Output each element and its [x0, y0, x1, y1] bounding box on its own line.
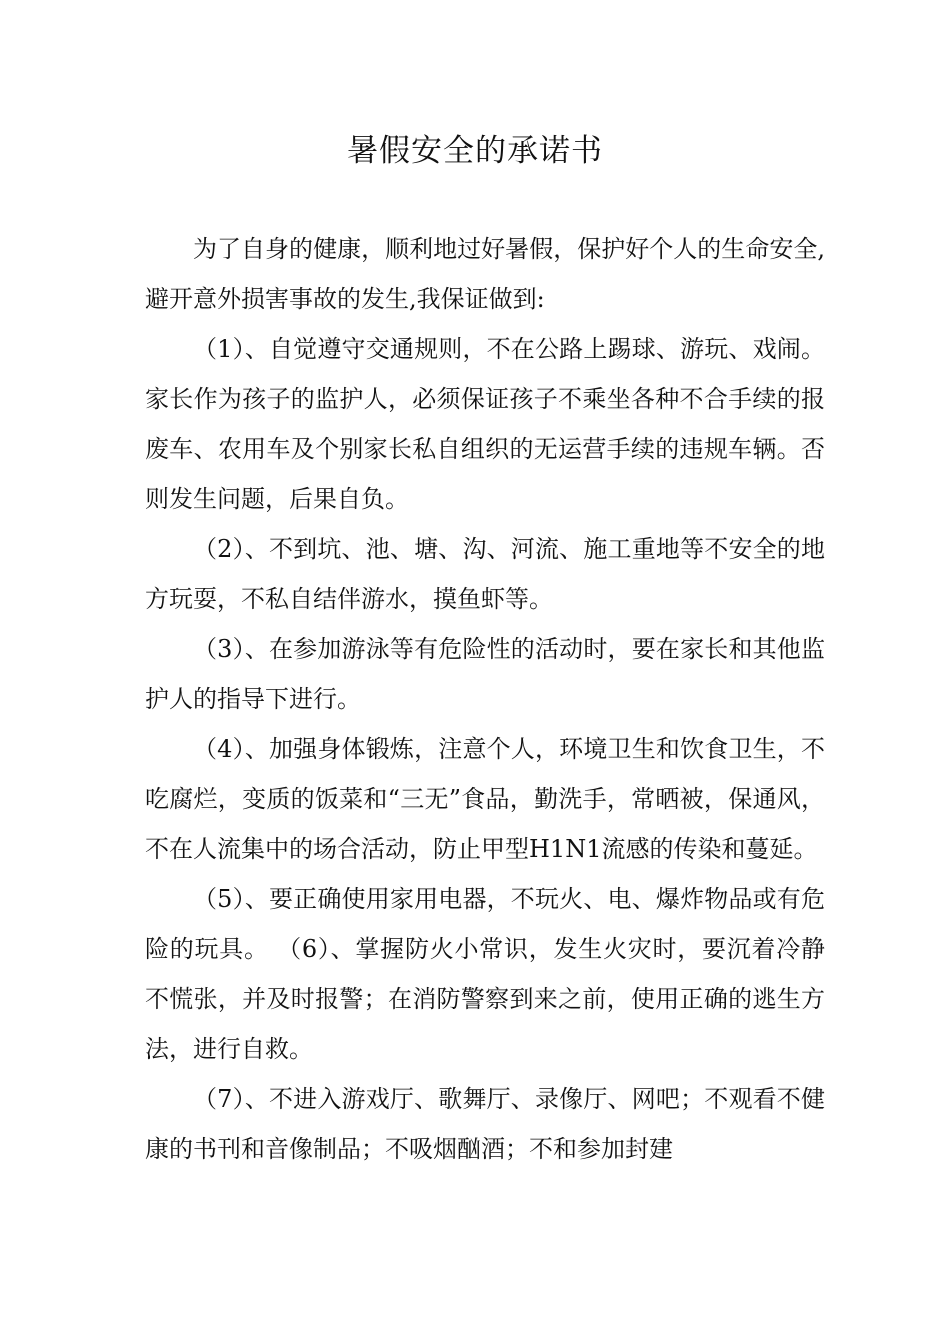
document-title: 暑假安全的承诺书	[347, 133, 603, 169]
item-1-paragraph: （1）、自觉遵守交通规则，不在公路上踢球、游玩、戏闹。家长作为孩子的监护人，必须保证孩子不乘坐各种不合手续的报废车、农用车及个别家长私自组织的无运营手续的违规车辆。否则发生问题，后果自负。	[145, 335, 825, 513]
item-5-6-paragraph: （5）、要正确使用家用电器，不玩火、电、爆炸物品或有危险的玩具。 （6）、掌握防火小常识，发生火灾时，要沉着冷静不慌张，并及时报警；在消防警察到来之前，使用正确的逃生方法，进行自救。	[145, 885, 825, 1063]
item-3-paragraph: （3）、在参加游泳等有危险性的活动时，要在家长和其他监护人的指导下进行。	[145, 635, 825, 713]
document-body	[145, 224, 825, 1174]
item-4-paragraph: （4）、加强身体锻炼，注意个人，环境卫生和饮食卫生，不吃腐烂，变质的饭菜和“三无”食品，勤洗手，常晒被，保通风，不在人流集中的场合活动，防止甲型H1N1流感的传染和蔓延。	[145, 735, 825, 863]
item-7-paragraph: （7）、不进入游戏厅、歌舞厅、录像厅、网吧；不观看不健康的书刊和音像制品；不吸烟酗酒；不和参加封建	[145, 1085, 825, 1163]
item-2-paragraph: （2）、不到坑、池、塘、沟、河流、施工重地等不安全的地方玩耍，不私自结伴游水，摸鱼虾等。	[145, 535, 825, 613]
intro-paragraph: 为了自身的健康，顺利地过好暑假，保护好个人的生命安全,避开意外损害事故的发生,我保证做到:	[145, 235, 825, 313]
